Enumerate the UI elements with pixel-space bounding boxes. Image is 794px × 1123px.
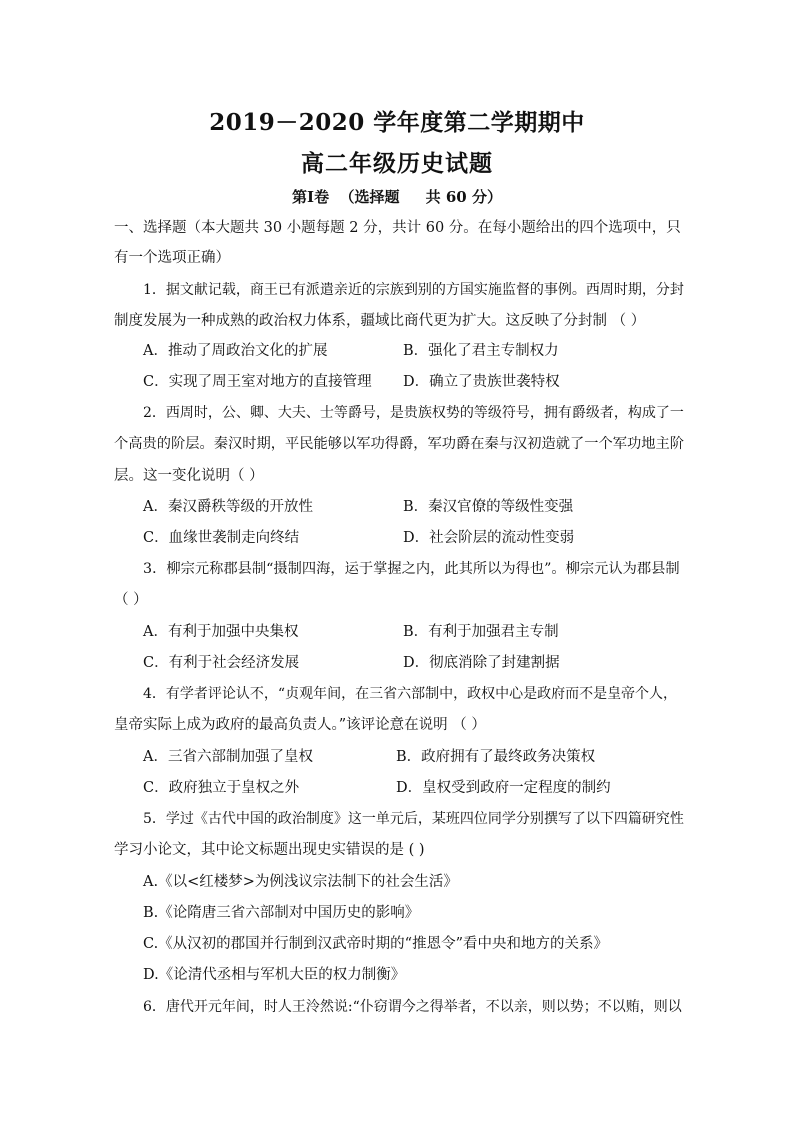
option-c: C．政府独立于皇权之外 <box>143 780 300 796</box>
instructions-line: 有一个选项正确） <box>114 250 230 266</box>
option-b: B.《论隋唐三省六部制对中国历史的影响》 <box>143 905 420 921</box>
question-stem: 层。这一变化说明（ ） <box>114 468 264 484</box>
option-a: A．三省六部制加强了皇权 <box>143 749 313 765</box>
question-stem: 2．西周时，公、卿、大夫、士等爵号，是贵族权势的等级符号，拥有爵级者，构成了一 <box>143 405 684 421</box>
question-stem: 3．柳宗元称郡县制“摄制四海，运于掌握之内，此其所以为得也”。柳宗元认为郡县制 <box>143 561 680 577</box>
option-d: D．彻底消除了封建割据 <box>403 655 560 671</box>
option-b: B．强化了君主专制权力 <box>403 343 559 359</box>
exam-title-subject: 高二年级历史试题 <box>301 150 493 177</box>
option-d: D．社会阶层的流动性变弱 <box>403 530 575 546</box>
option-d: D．皇权受到政府一定程度的制约 <box>396 780 611 796</box>
option-b: B．政府拥有了最终政务决策权 <box>396 749 596 765</box>
question-stem: 5．学过《古代中国的政治制度》这一单元后，某班四位同学分别撰写了以下四篇研究性 <box>143 811 684 827</box>
instructions-line: 一、选择题（本大题共 30 小题每题 2 分，共计 60 分。在每小题给出的四个选项中，只 <box>114 220 681 236</box>
question-stem: 6．唐代开元年间，时人王泠然说:“仆窃谓今之得举者，不以亲，则以势；不以贿，则以 <box>143 999 682 1015</box>
option-b: B．有利于加强君主专制 <box>403 624 559 640</box>
option-b: B．秦汉官僚的等级性变强 <box>403 499 574 515</box>
option-c: C．血缘世袭制走向终结 <box>143 530 300 546</box>
question-stem: 个高贵的阶层。秦汉时期，平民能够以军功得爵，军功爵在秦与汉初造就了一个军功地主阶 <box>114 436 685 452</box>
question-stem: 1．据文献记载，商王已有派遣亲近的宗族到别的方国实施监督的事例。西周时期，分封 <box>143 282 684 298</box>
option-a: A．秦汉爵秩等级的开放性 <box>143 499 313 515</box>
option-c: C．实现了周王室对地方的直接管理 <box>143 374 372 390</box>
option-c: C．有利于社会经济发展 <box>143 655 300 671</box>
question-stem: 4．有学者评论认不，“贞观年间，在三省六部制中，政权中心是政府而不是皇帝个人， <box>143 686 678 702</box>
option-c: C.《从汉初的郡国并行制到汉武帝时期的“推恩令”看中央和地方的关系》 <box>143 936 609 952</box>
question-stem: 制度发展为一种成熟的政治权力体系，疆域比商代更为扩大。这反映了分封制 （ ） <box>114 313 646 329</box>
option-a: A．推动了周政治文化的扩展 <box>143 343 328 359</box>
question-stem: 皇帝实际上成为政府的最高负责人。”该评论意在说明 （ ） <box>114 717 486 733</box>
option-a: A．有利于加强中央集权 <box>143 624 299 640</box>
exam-title-year: 2019－2020 学年度第二学期期中 <box>209 109 585 136</box>
option-d: D．确立了贵族世袭特权 <box>403 374 560 390</box>
option-d: D.《论清代丞相与军机大臣的权力制衡》 <box>143 967 406 983</box>
option-a: A.《以<红楼梦>为例浅议宗法制下的社会生活》 <box>143 874 458 890</box>
question-stem: 学习小论文，其中论文标题出现史实错误的是 ( ) <box>114 842 425 858</box>
section-title: 第Ⅰ卷 （选择题 共 60 分） <box>292 188 502 206</box>
question-stem: （ ） <box>114 592 148 608</box>
